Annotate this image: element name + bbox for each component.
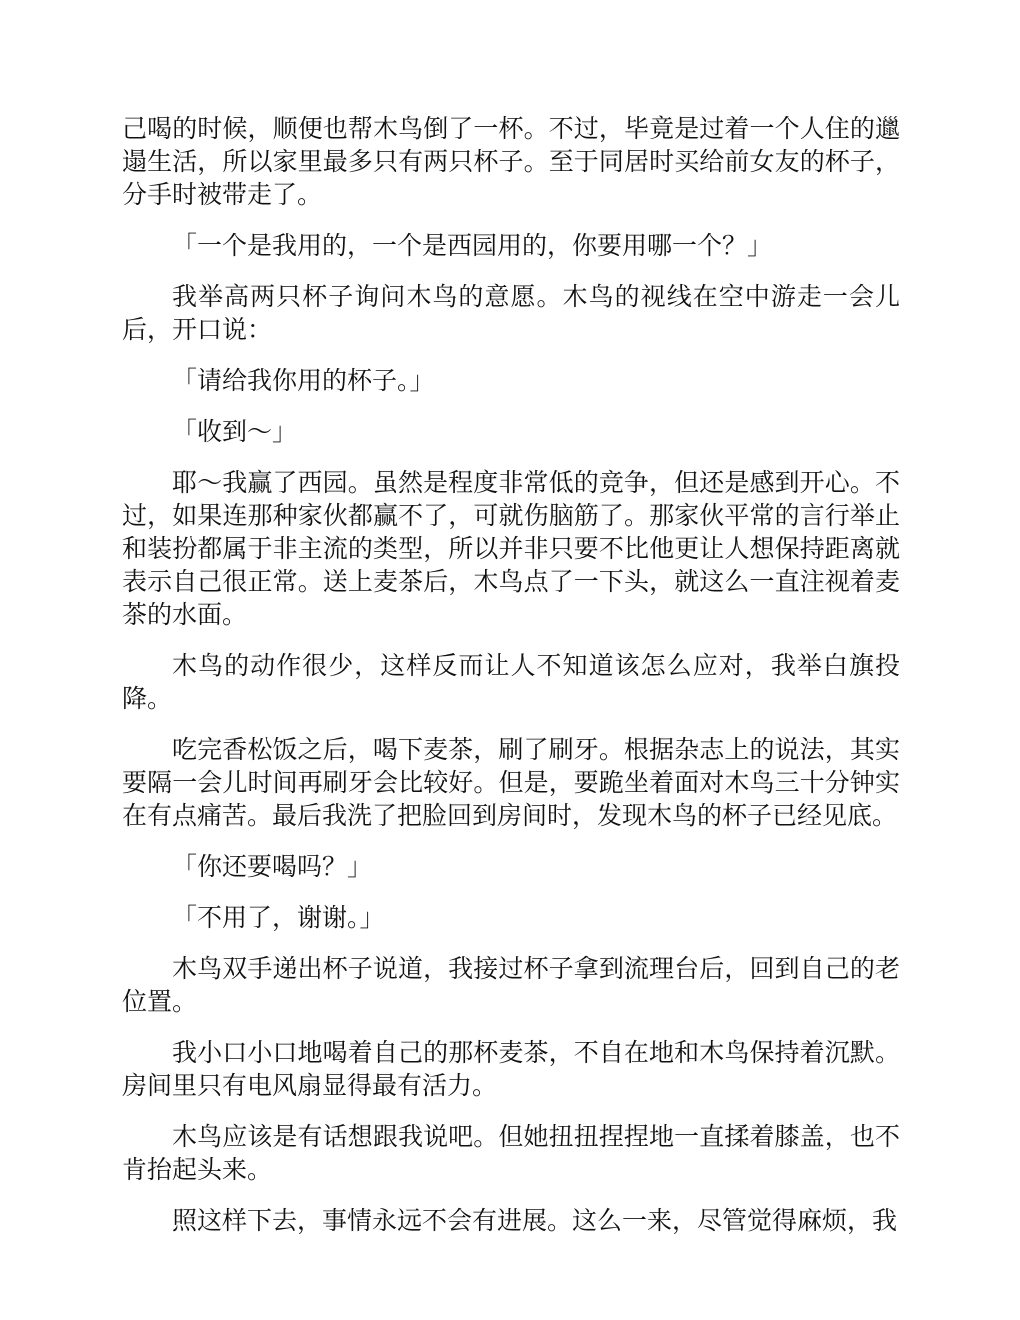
paragraph: 「你还要喝吗？」 [172,852,373,881]
document-body [122,112,900,1255]
paragraph: 己喝的时候，顺便也帮木鸟倒了一杯。不过，毕竟是过着一个人住的邋遢生活，所以家里最多只有两只杯子。至于同居时买给前女友的杯子，分手时被带走了。 [122,114,900,209]
paragraph: 「不用了，谢谢。」 [172,903,385,932]
paragraph: 吃完香松饭之后，喝下麦茶，刷了刷牙。根据杂志上的说法，其实要隔一会儿时间再刷牙会比较好。但是，要跪坐着面对木鸟三十分钟实在有点痛苦。最后我洗了把脸回到房间时，发现木鸟的杯子已经见底。 [122,735,900,830]
paragraph: 耶～我赢了西园。虽然是程度非常低的竞争，但还是感到开心。不过，如果连那种家伙都赢不了，可就伤脑筋了。那家伙平常的言行举止和装扮都属于非主流的类型，所以并非只要不比他更让人想保持距离就表示自己很正常。送上麦茶后，木鸟点了一下头，就这么一直注视着麦茶的水面。 [122,468,900,629]
paragraph: 「收到～」 [172,417,298,446]
paragraph: 我小口小口地喝着自己的那杯麦茶，不自在地和木鸟保持着沉默。房间里只有电风扇显得最有活力。 [122,1038,900,1100]
paragraph: 木鸟的动作很少，这样反而让人不知道该怎么应对，我举白旗投降。 [122,651,900,713]
paragraph: 木鸟双手递出杯子说道，我接过杯子拿到流理台后，回到自己的老位置。 [122,954,900,1016]
paragraph: 「一个是我用的，一个是西园用的，你要用哪一个？」 [172,231,773,260]
paragraph: 「请给我你用的杯子。」 [172,366,435,395]
paragraph: 照这样下去，事情永远不会有进展。这么一来，尽管觉得麻烦，我 [172,1206,898,1235]
paragraph: 木鸟应该是有话想跟我说吧。但她扭扭捏捏地一直揉着膝盖，也不肯抬起头来。 [122,1122,900,1184]
paragraph: 我举高两只杯子询问木鸟的意愿。木鸟的视线在空中游走一会儿后，开口说： [122,282,900,344]
